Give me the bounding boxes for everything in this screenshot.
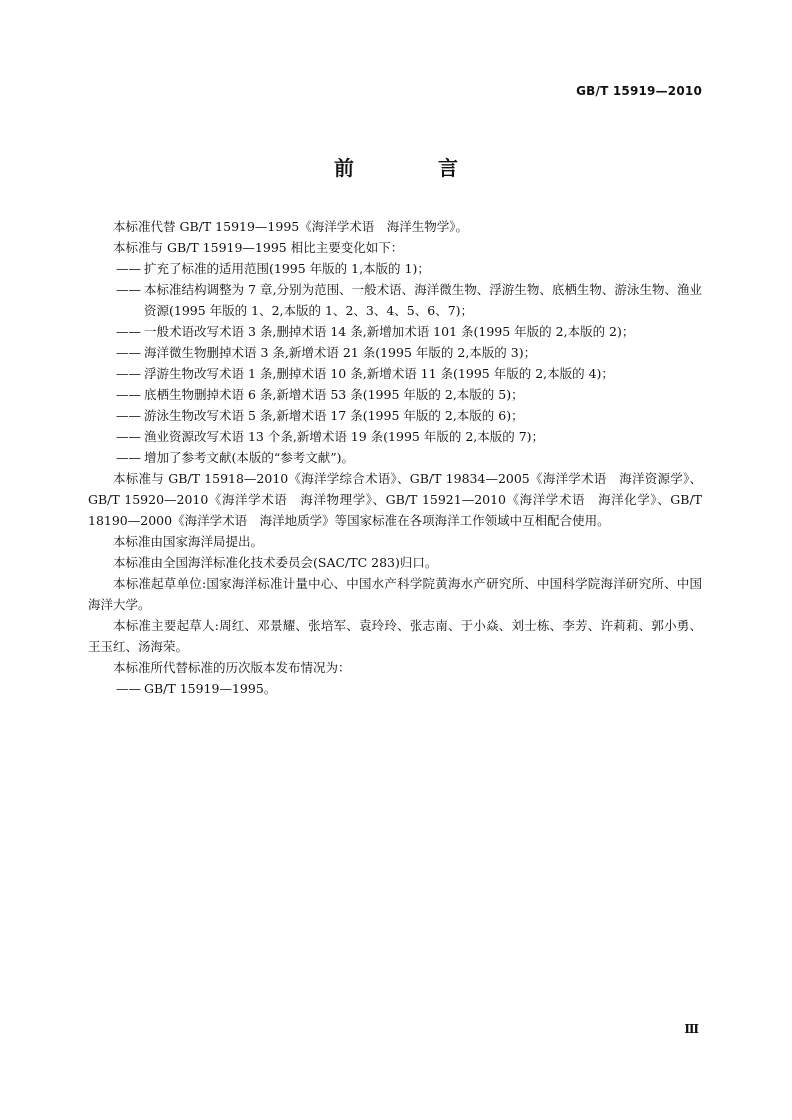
change-item: [116, 384, 702, 405]
change-item: [116, 342, 702, 363]
change-item: [116, 405, 702, 426]
standard-code: GB/T 15919—2010: [576, 84, 702, 98]
change-item-text: 渔业资源改写术语 13 个条,新增术语 19 条(1995 年版的 2,本版的 7)；: [144, 429, 545, 444]
dash-mark: ——: [116, 345, 141, 360]
paragraph-proposed-by: 本标准由国家海洋局提出。: [113, 534, 264, 549]
dash-mark: ——: [116, 429, 141, 444]
history-item: [116, 678, 702, 699]
page-number: Ⅲ: [684, 1022, 699, 1036]
change-item-text: 游泳生物改写术语 5 条,新增术语 17 条(1995 年版的 2,本版的 6)；: [144, 408, 524, 423]
dash-mark: ——: [116, 261, 141, 276]
dash-mark: ——: [116, 450, 141, 465]
change-item-text: 本标准结构调整为 7 章,分别为范围、一般术语、海洋微生物、浮游生物、底栖生物、游泳生物、渔业资源(1995 年版的 1、2,本版的 1、2、3、4、5、6、7)；: [144, 282, 702, 318]
change-item: [116, 363, 702, 384]
paragraph-centralized-by: 本标准由全国海洋标准化技术委员会(SAC/TC 283)归口。: [113, 555, 438, 570]
paragraph-drafting-units: 本标准起草单位:国家海洋标准计量中心、中国水产科学院黄海水产研究所、中国科学院海洋研究所、中国海洋大学。: [88, 576, 702, 612]
change-item: [116, 447, 702, 468]
dash-mark: ——: [116, 387, 141, 402]
paragraph-drafters: 本标准主要起草人:周红、邓景耀、张培军、袁玲玲、张志南、于小焱、刘士栋、李芳、许莉莉、郭小勇、王玉红、汤海荣。: [88, 618, 702, 654]
change-item-text: 一般术语改写术语 3 条,删掉术语 14 条,新增加术语 101 条(1995 年版的 2,本版的 2)；: [144, 324, 635, 339]
change-item: [116, 426, 702, 447]
change-item: [116, 258, 702, 279]
paragraph-changes-intro: 本标准与 GB/T 15919—1995 相比主要变化如下：: [113, 240, 404, 255]
change-item: [116, 279, 702, 321]
change-item-text: 浮游生物改写术语 1 条,删掉术语 10 条,新增术语 11 条(1995 年版的 2,本版的 4)；: [144, 366, 614, 381]
change-item-text: 底栖生物删掉术语 6 条,新增术语 53 条(1995 年版的 2,本版的 5)；: [144, 387, 524, 402]
page-title: 前 言: [334, 156, 490, 180]
dash-mark: ——: [116, 408, 141, 423]
change-item-text: 海洋微生物删掉术语 3 条,新增术语 21 条(1995 年版的 2,本版的 3)；: [144, 345, 537, 360]
dash-mark: ——: [116, 681, 141, 696]
dash-mark: ——: [116, 366, 141, 381]
change-item: [116, 321, 702, 342]
change-item-text: 增加了参考文献(本版的“参考文献”)。: [144, 450, 355, 465]
change-item-text: 扩充了标准的适用范围(1995 年版的 1,本版的 1)；: [144, 261, 430, 276]
paragraph-related-standards: 本标准与 GB/T 15918—2010《海洋学综合术语》、GB/T 19834—2005《海洋学术语 海洋资源学》、GB/T 15920—2010《海洋学术语 海洋物理学》、GB/T 15921—2010《海洋学术语 海洋化学》、GB/T 18190—2000《海洋学术语 海洋地质学》等国家标准在各项海洋工作领域中互相配合使用。: [88, 471, 702, 528]
document-body: [88, 216, 702, 699]
paragraph-replaces: 本标准代替 GB/T 15919—1995《海洋学术语 海洋生物学》。: [113, 219, 468, 234]
dash-mark: ——: [116, 282, 141, 297]
dash-mark: ——: [116, 324, 141, 339]
paragraph-history-intro: 本标准所代替标准的历次版本发布情况为：: [113, 660, 351, 675]
history-item-text: GB/T 15919—1995。: [144, 681, 277, 696]
